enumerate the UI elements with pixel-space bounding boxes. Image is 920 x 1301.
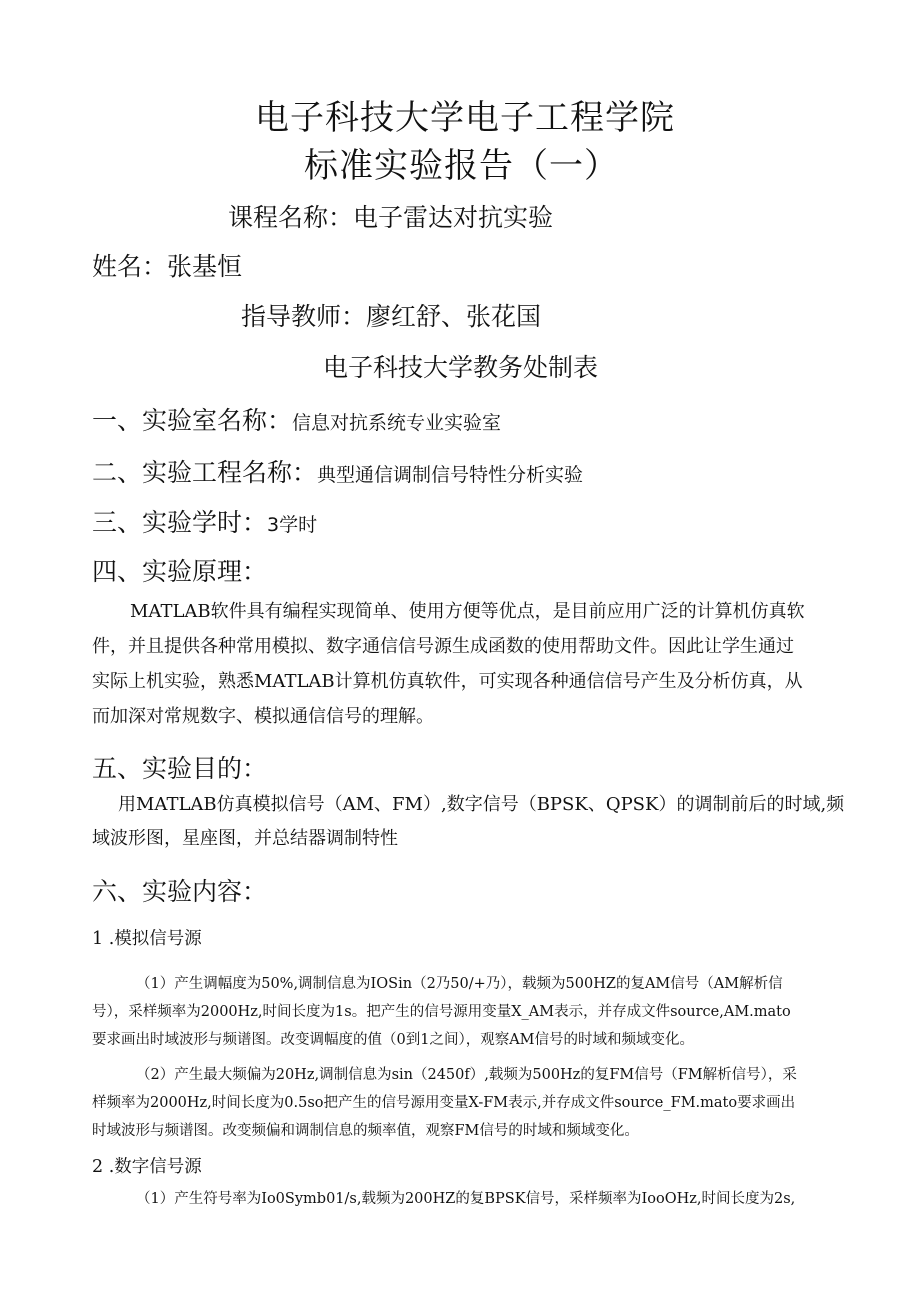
digital-item-1: （1）产生符号率为Io0Symb01/s,载频为200HZ的复BPSK信号，采样频率为IooOHz,时间长度为2s,	[136, 1191, 796, 1207]
purpose-paragraph	[92, 788, 845, 856]
analog-item-1	[92, 970, 832, 1054]
section-value: 3学时	[267, 514, 318, 536]
section-purpose-heading: 五、实验目的：	[92, 754, 268, 783]
principle-paragraph	[92, 594, 832, 734]
section-label: 一、实验室名称：	[92, 406, 293, 435]
paragraph-line: 而加深对常规数字、模拟通信信号的理解。	[92, 706, 434, 727]
teacher-name: 指导教师：廖红舒、张花国	[241, 302, 542, 331]
section-content-heading: 六、实验内容：	[92, 877, 268, 906]
paragraph-line: 号），采样频率为2000Hz,时间长度为1s。把产生的信号源用变量X_AM表示，并存成文件source,AM.mato	[92, 1004, 791, 1020]
student-name: 姓名：张基恒	[92, 252, 243, 281]
subsection-analog-title: 1 .模拟信号源	[92, 929, 202, 949]
section-value: 典型通信调制信号特性分析实验	[317, 464, 584, 486]
paragraph-line: 实际上机实验，熟悉MATLAB计算机仿真软件，可实现各种通信信号产生及分析仿真，从	[92, 671, 803, 692]
title-line-1: 电子科技大学电子工程学院	[255, 98, 675, 138]
paragraph-line: 用MATLAB仿真模拟信号（AM、FM）,数字信号（BPSK、QPSK）的调制前后的时域,频	[118, 794, 845, 815]
section-lab-room	[92, 401, 501, 437]
paragraph-line: （2）产生最大频偏为20Hz,调制信息为sin（2450f）,载频为500Hz的复FM信号（FM解析信号），采	[136, 1067, 797, 1083]
section-label: 三、实验学时：	[92, 508, 268, 537]
section-value: 信息对抗系统专业实验室	[292, 412, 502, 434]
section-project	[92, 453, 583, 489]
paragraph-line: 件，并且提供各种常用模拟、数字通信信号源生成函数的使用帮助文件。因此让学生通过	[92, 636, 794, 657]
form-maker: 电子科技大学教务处制表	[323, 353, 599, 382]
paragraph-line: 样频率为2000Hz,时间长度为0.5so把产生的信号源用变量X-FM表示,并存成文件source_FM.mato要求画出	[92, 1095, 796, 1111]
paragraph-line: 要求画出时域波形与频谱图。改变调幅度的值（0到1之间），观察AM信号的时域和频域变化。	[92, 1032, 695, 1048]
paragraph-line: 域波形图，星座图，并总结器调制特性	[92, 828, 398, 849]
paragraph-line: （1）产生调幅度为50%,调制信息为IOSin（2乃50/+乃），载频为500HZ的复AM信号（AM解析信	[136, 976, 783, 992]
title-line-2: 标准实验报告（一）	[304, 146, 619, 186]
paragraph-line: MATLAB软件具有编程实现简单、使用方便等优点，是目前应用广泛的计算机仿真软	[130, 601, 805, 622]
course-name: 课程名称：电子雷达对抗实验	[228, 203, 554, 232]
section-principle-heading: 四、实验原理：	[92, 557, 268, 586]
analog-item-2	[92, 1061, 832, 1145]
paragraph-line: 时域波形与频谱图。改变频偏和调制信息的频率值，观察FM信号的时域和频域变化。	[92, 1123, 639, 1139]
subsection-digital-title: 2 .数字信号源	[92, 1157, 202, 1177]
section-hours	[92, 503, 317, 539]
section-label: 二、实验工程名称：	[92, 458, 318, 487]
